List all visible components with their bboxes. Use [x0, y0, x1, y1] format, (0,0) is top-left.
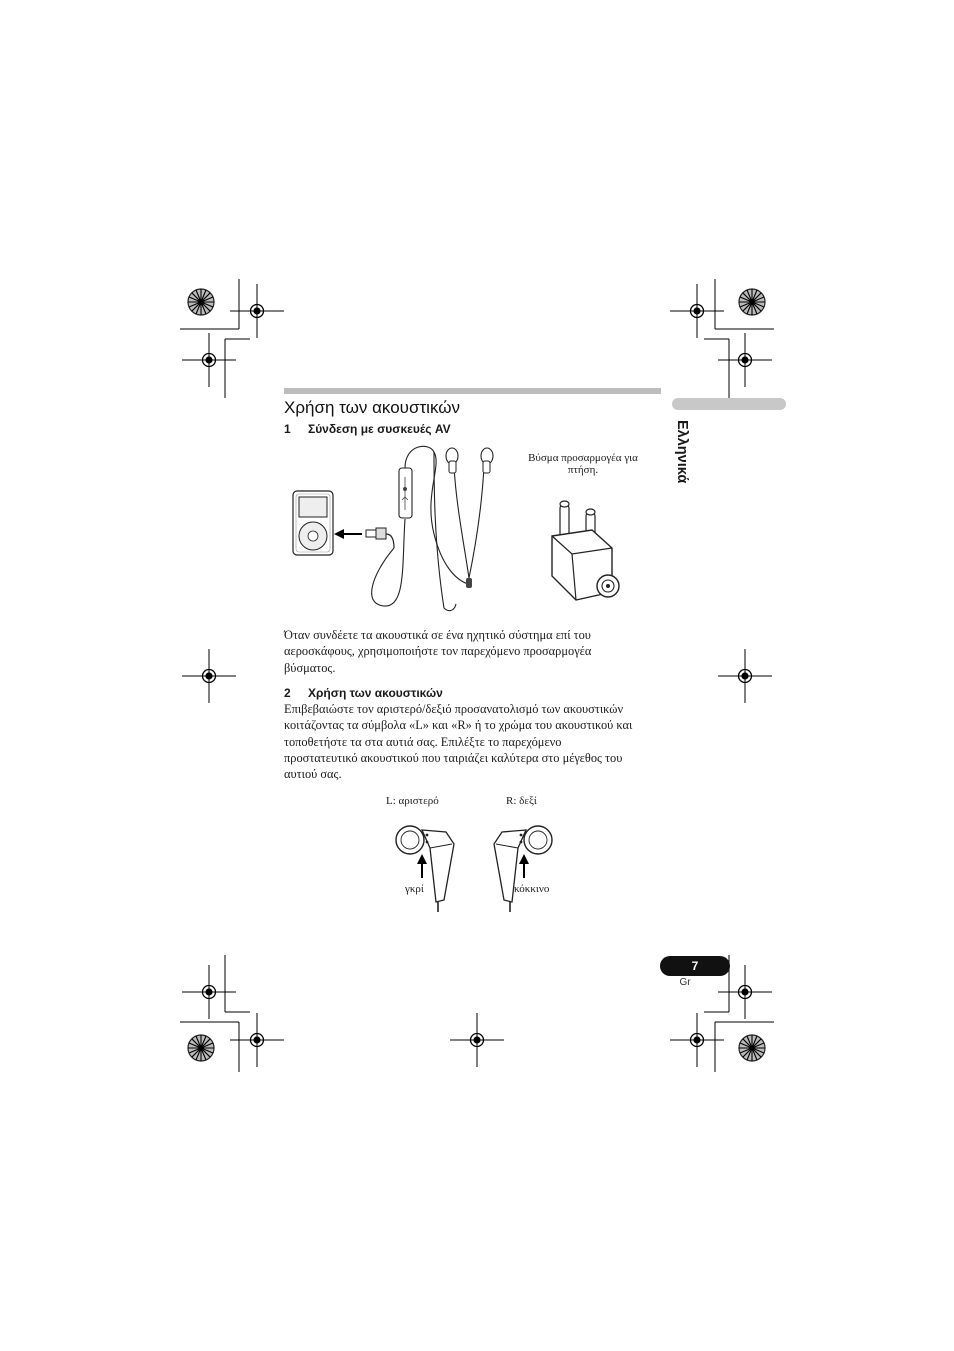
adapter-caption — [513, 452, 653, 476]
step2-heading-text: Χρήση των ακουστικών — [308, 686, 443, 700]
step2-heading — [284, 686, 443, 700]
step1-heading — [284, 422, 451, 436]
flight-adapter-illustration — [546, 494, 626, 604]
step1-body-line: βύσματος. — [284, 660, 336, 675]
step2-body-line: τοποθετήστε τα στα αυτιά σας. Επιλέξτε το παρεχόμενο — [284, 734, 562, 749]
player-earphones-illustration — [284, 444, 514, 614]
section-title: Χρήση των ακουστικών — [284, 398, 461, 417]
step2-body-line: Επιβεβαιώστε τον αριστερό/δεξιό προσανατολισμό των ακουστικών — [284, 702, 624, 716]
language-side-label: Ελληνικά — [674, 420, 690, 484]
page-number-badge: 7 — [660, 956, 730, 976]
right-earbud-label: R: δεξί — [506, 795, 537, 807]
step1-body — [284, 627, 662, 676]
right-color-label: κόκκινο — [514, 883, 550, 895]
step2-body-line: αυτιού σας. — [284, 767, 342, 782]
step2-number: 2 — [284, 686, 291, 700]
page-language-code: Gr — [679, 977, 691, 988]
language-tab-bar — [672, 398, 786, 410]
step1-number: 1 — [284, 422, 291, 436]
step2-body-line: κοιτάζοντας τα σύμβολα «L» και «R» ή το χρώμα του ακουστικού και — [284, 718, 633, 733]
left-earbud-illustration — [392, 820, 464, 915]
language-side-label-wrap — [670, 420, 694, 500]
right-earbud-illustration — [486, 820, 558, 915]
step1-body-line: αεροσκάφους, χρησιμοποιήστε τον παρεχόμενο προσαρμογέα — [284, 644, 592, 659]
step2-body-line: προστατευτικό ακουστικού που ταιριάζει καλύτερα στο μέγεθος του — [284, 750, 623, 765]
step1-body-line: Όταν συνδέετε τα ακουστικά σε ένα ηχητικό σύστημα επί του — [284, 628, 591, 642]
step1-heading-text: Σύνδεση με συσκευές AV — [308, 422, 451, 436]
step2-body — [284, 701, 662, 782]
adapter-caption-line: Βύσμα προσαρμογέα για — [528, 452, 638, 464]
adapter-caption-line: πτήση. — [567, 464, 599, 476]
left-color-label: γκρί — [405, 883, 424, 895]
section-top-rule — [284, 388, 661, 394]
left-earbud-label: L: αριστερό — [386, 795, 439, 807]
